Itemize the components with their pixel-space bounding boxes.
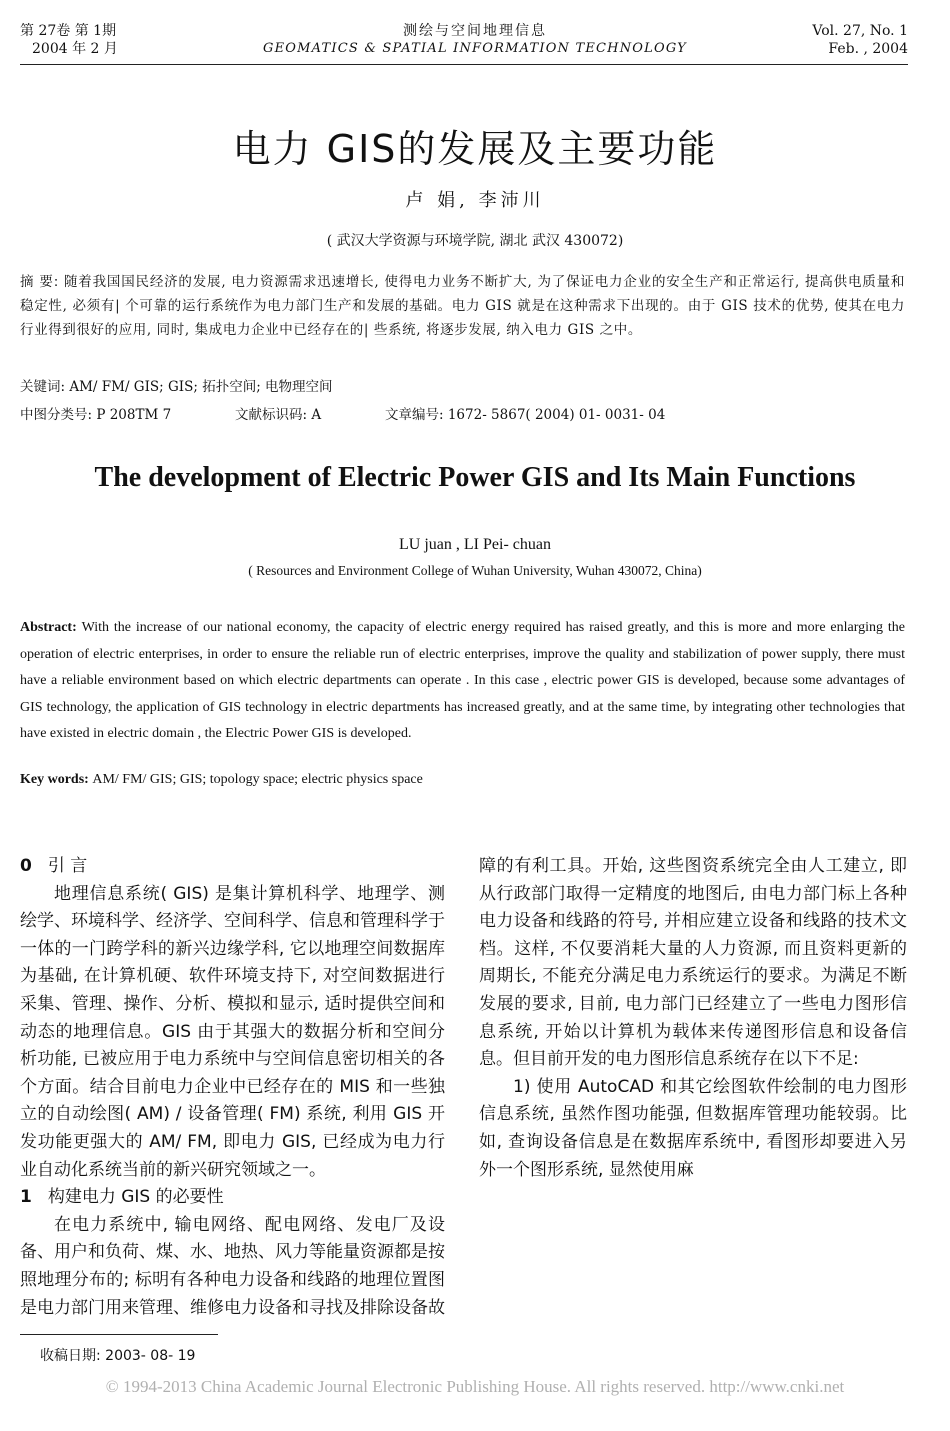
date-en: Feb. , 2004 — [828, 41, 908, 57]
journal-name-cn: 测绘与空间地理信息 — [403, 23, 547, 39]
classification-row — [20, 403, 900, 423]
paragraph: 地理信息系统( GIS) 是集计算机科学、地理学、测绘学、环境科学、经济学、空间科学、信息和管理科学于一体的一门跨学科的新兴边缘学科, 它以地理空间数据库为基础, 在计算机硬、软件环境支持下, 对空间数据进行采集、管理、操作、分析、模拟和显示, 适时提供空间和动态的地理信息。GIS 由于其强大的数据分析和空间分析功能, 已被应用于电力系统中与空间信息密切相关的各个方面。结合目前电力企业中已经存在的 MIS 和一些独立的自动绘图( AM) / 设备管理( FM) 系统, 利用 GIS 开发功能更强大的 AM/ FM, 即电力 GIS, 已经成为电力行业自动化系统当前的新兴研究领域之一。 — [20, 883, 445, 1180]
section-number: 1 — [20, 1187, 32, 1208]
header-volume-cn — [20, 22, 118, 58]
affiliation-en: ( Resources and Environment College of Wuhan University, Wuhan 430072, China) — [248, 563, 702, 578]
paper-title-cn: 电力 GIS的发展及主要功能 — [232, 127, 718, 171]
header-volume-en — [812, 22, 908, 58]
section-heading-1 — [20, 1184, 445, 1212]
abstract-en-text: With the increase of our national economy, the capacity of electric energy required has raised greatly, and this is more and more enlarging the operation of electric enterprises, in order to ensure the reliable run of electric enterprises, improve the quality and stabilization of power supply, there must have a reliable environment based on which electric departments can operate . In this case , electric power GIS is developed, because some advantages of GIS technology, the application of GIS technology in electric departments has increased greatly, and at the same time, by integrating other technologies that have existed in electric domain , the Electric Power GIS is developed. — [20, 620, 905, 741]
keywords-en-text: AM/ FM/ GIS; GIS; topology space; electric physics space — [92, 772, 423, 787]
section-title: 构建电力 GIS 的必要性 — [47, 1187, 224, 1208]
section-heading-0 — [20, 853, 445, 881]
header-rule — [20, 64, 908, 65]
authors-en: LU juan , LI Pei- chuan — [399, 536, 551, 553]
paper-title-en: The development of Electric Power GIS and Its Main Functions — [94, 462, 856, 493]
abstract-en — [20, 615, 905, 748]
abstract-cn-label: 摘 要: — [20, 274, 64, 290]
document-code: 文献标识码: A — [235, 407, 322, 423]
volume-issue-cn: 第 27卷 第 1期 — [20, 23, 117, 39]
abstract-en-label: Abstract: — [20, 620, 82, 635]
received-date: 收稿日期: 2003- 08- 19 — [40, 1348, 196, 1364]
body-column-right — [479, 853, 907, 1184]
keywords-en-label: Key words: — [20, 772, 93, 787]
keywords-en — [20, 772, 423, 788]
journal-name-en: GEOMATICS & SPATIAL INFORMATION TECHNOLOGY — [263, 41, 687, 56]
copyright-notice: © 1994-2013 China Academic Journal Electronic Publishing House. All rights reserved. http://www.cnki.net — [105, 1377, 845, 1396]
paragraph-split: 在电力系统中, 输电网络、配电网络、发电厂及设备、用户和负荷、煤、水、地热、风力等能量资源都是按照地理分布的; 标明有各种电力设备和线路的地理位置图是电力部门用来管理、维修电力设备和寻找及排除设备故 — [20, 1214, 445, 1318]
header-journal — [230, 22, 720, 58]
article-number: 文章编号: 1672- 5867( 2004) 01- 0031- 04 — [385, 407, 666, 423]
affiliation-cn: ( 武汉大学资源与环境学院, 湖北 武汉 430072) — [326, 233, 624, 249]
section-title: 引 言 — [47, 856, 88, 876]
keywords-cn: 关键词: AM/ FM/ GIS; GIS; 拓扑空间; 电物理空间 — [20, 379, 333, 395]
footnote-rule — [20, 1334, 218, 1335]
clc-number: 中图分类号: P 208TM 7 — [20, 407, 172, 423]
authors-cn: 卢 娟, 李沛川 — [405, 190, 545, 211]
volume-issue-en: Vol. 27, No. 1 — [812, 23, 908, 39]
abstract-cn — [20, 270, 905, 342]
paragraph: 1) 使用 AutoCAD 和其它绘图软件绘制的电力图形信息系统, 虽然作图功能强, 但数据库管理功能较弱。比如, 查询设备信息是在数据库系统中, 看图形却要进入另外一个图形系统, 显然使用麻 — [479, 1076, 907, 1180]
date-cn: 2004 年 2 月 — [32, 41, 118, 57]
paragraph-continued: 障的有利工具。开始, 这些图资系统完全由人工建立, 即从行政部门取得一定精度的地图后, 由电力部门标上各种电力设备和线路的符号, 并相应建立设备和线路的技术文档。这样, 不仅要消耗大量的人力资源, 而且资料更新的周期长, 不能充分满足电力系统运行的要求。为满足不断发展的要求, 目前, 电力部门已经建立了一些电力图形信息系统, 开始以计算机为载体来传递图形信息和设备信息。但目前开发的电力图形信息系统存在以下不足: — [479, 856, 907, 1070]
abstract-cn-text: 随着我国国民经济的发展, 电力资源需求迅速增长, 使得电力业务不断扩大, 为了保证电力企业的安全生产和正常运行, 提高供电质量和稳定性, 必须有| 个可靠的运行系统作为电力部门生产和发展的基础。电力 GIS 就是在这种需求下出现的。由于 GIS 技术的优势, 使其在电力行业得到很好的应用, 同时, 集成电力企业中已经存在的| 些系统, 将逐步发展, 纳入电力 GIS 之中。 — [20, 274, 905, 338]
section-number: 0 — [20, 856, 32, 876]
body-column-left — [20, 853, 445, 1322]
